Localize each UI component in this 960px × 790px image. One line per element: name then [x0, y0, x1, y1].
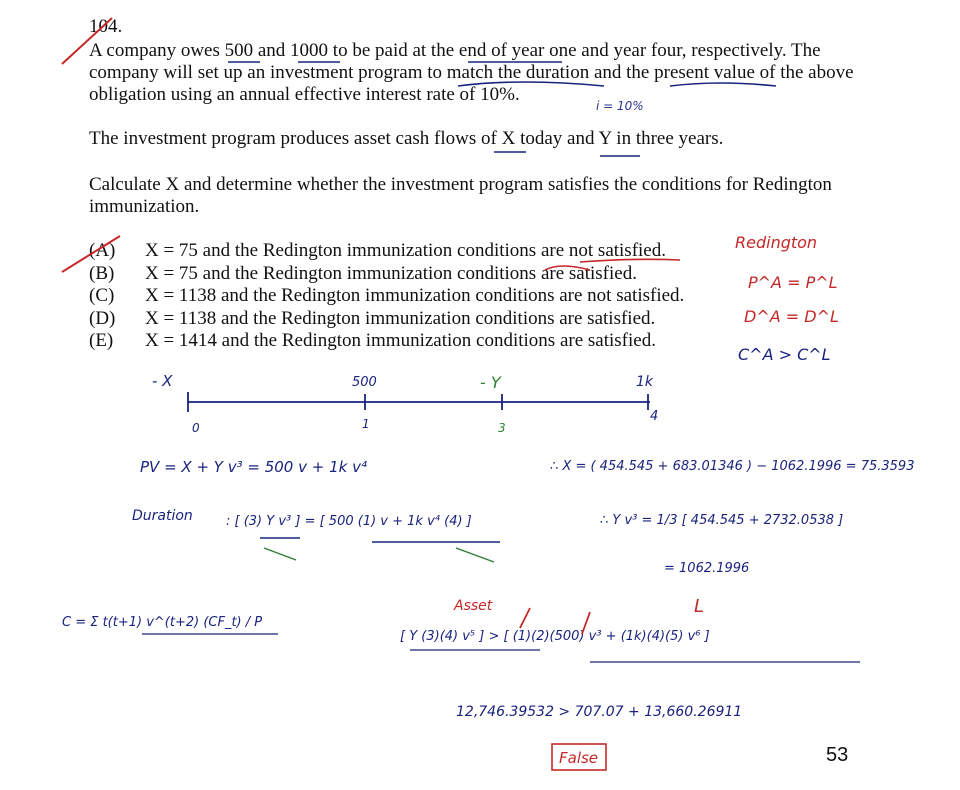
- x-result: ∴ X = ( 454.545 + 683.01346 ) − 1062.1996 = 75.3593: [550, 459, 915, 474]
- yv3-equation: ∴ Y v³ = 1/3 [ 454.545 + 2732.0538 ]: [600, 513, 844, 528]
- condition-convexity: C^A > C^L: [738, 345, 831, 364]
- liability-label: L: [694, 596, 705, 617]
- problem-paragraph-2: The investment program produces asset cash flows of X today and Y in three years.: [89, 128, 724, 149]
- option-text: X = 75 and the Redington immunization conditions are satisfied.: [145, 262, 637, 284]
- pv-work: [140, 458, 914, 476]
- condition-pv: P^A = P^L: [748, 273, 838, 292]
- rate-note: i = 10%: [596, 99, 644, 113]
- option-letter: (C): [89, 285, 115, 307]
- convexity-comparison: [ Y (3)(4) v⁵ ] > [ (1)(2)(500) v³ + (1k)(4)(5) v⁶ ]: [400, 629, 710, 644]
- duration-work: [132, 508, 843, 576]
- yv3-value: = 1062.1996: [664, 561, 750, 576]
- option-letter: (B): [89, 262, 115, 284]
- convexity-work: [62, 596, 860, 720]
- option-text: X = 1138 and the Redington immunization conditions are not satisfied.: [145, 285, 685, 307]
- verdict-box: [552, 744, 606, 770]
- condition-duration: D^A = D^L: [744, 307, 839, 326]
- pv-equation: PV = X + Y v³ = 500 v + 1k v⁴: [140, 458, 367, 476]
- option-letter: (A): [89, 240, 116, 261]
- timeline-cf-3: - Y: [480, 373, 501, 392]
- duration-equation: : [ (3) Y v³ ] = [ 500 (1) v + 1k v⁴ (4) ]: [226, 514, 472, 529]
- convexity-formula: C = Σ t(t+1) v^(t+2) (CF_t) / P: [62, 615, 263, 630]
- timeline: [152, 372, 658, 435]
- timeline-t3: 3: [498, 421, 506, 435]
- asset-label: Asset: [454, 598, 493, 614]
- redington-title: Redington: [735, 233, 818, 252]
- option-letter: (E): [89, 330, 114, 352]
- problem-number: 104.: [89, 16, 123, 37]
- timeline-t4: 4: [650, 409, 659, 424]
- page-number: 53: [826, 744, 849, 766]
- underlines: [228, 62, 776, 270]
- option-text: X = 75 and the Redington immunization conditions are not satisfied.: [145, 240, 666, 261]
- timeline-t1: 1: [362, 417, 370, 431]
- problem-paragraph-1: A company owes 500 and 1000 to be paid at the end of year one and year four, respectively. The company will set up an investment program to match the duration and the present value of the above obligation using an annual effective interest rate of 10%.: [89, 40, 854, 105]
- timeline-cf-4: 1k: [636, 374, 654, 390]
- check-mark-option-a: [62, 236, 120, 272]
- duration-label: Duration: [132, 508, 193, 524]
- redington-conditions: [735, 233, 839, 326]
- timeline-cf-0: - X: [152, 372, 173, 390]
- convexity-values: 12,746.39532 > 707.07 + 13,660.26911: [456, 704, 743, 720]
- timeline-t0: 0: [192, 421, 200, 435]
- timeline-cf-1: 500: [352, 375, 377, 390]
- option-text: X = 1138 and the Redington immunization conditions are satisfied.: [145, 307, 656, 329]
- option-text: X = 1414 and the Redington immunization conditions are satisfied.: [145, 330, 656, 352]
- option-letter: (D): [89, 307, 116, 329]
- check-mark-problem: [62, 18, 112, 64]
- verdict: False: [559, 749, 599, 767]
- problem-paragraph-3: Calculate X and determine whether the investment program satisfies the conditions for Redington immunization.: [89, 174, 832, 217]
